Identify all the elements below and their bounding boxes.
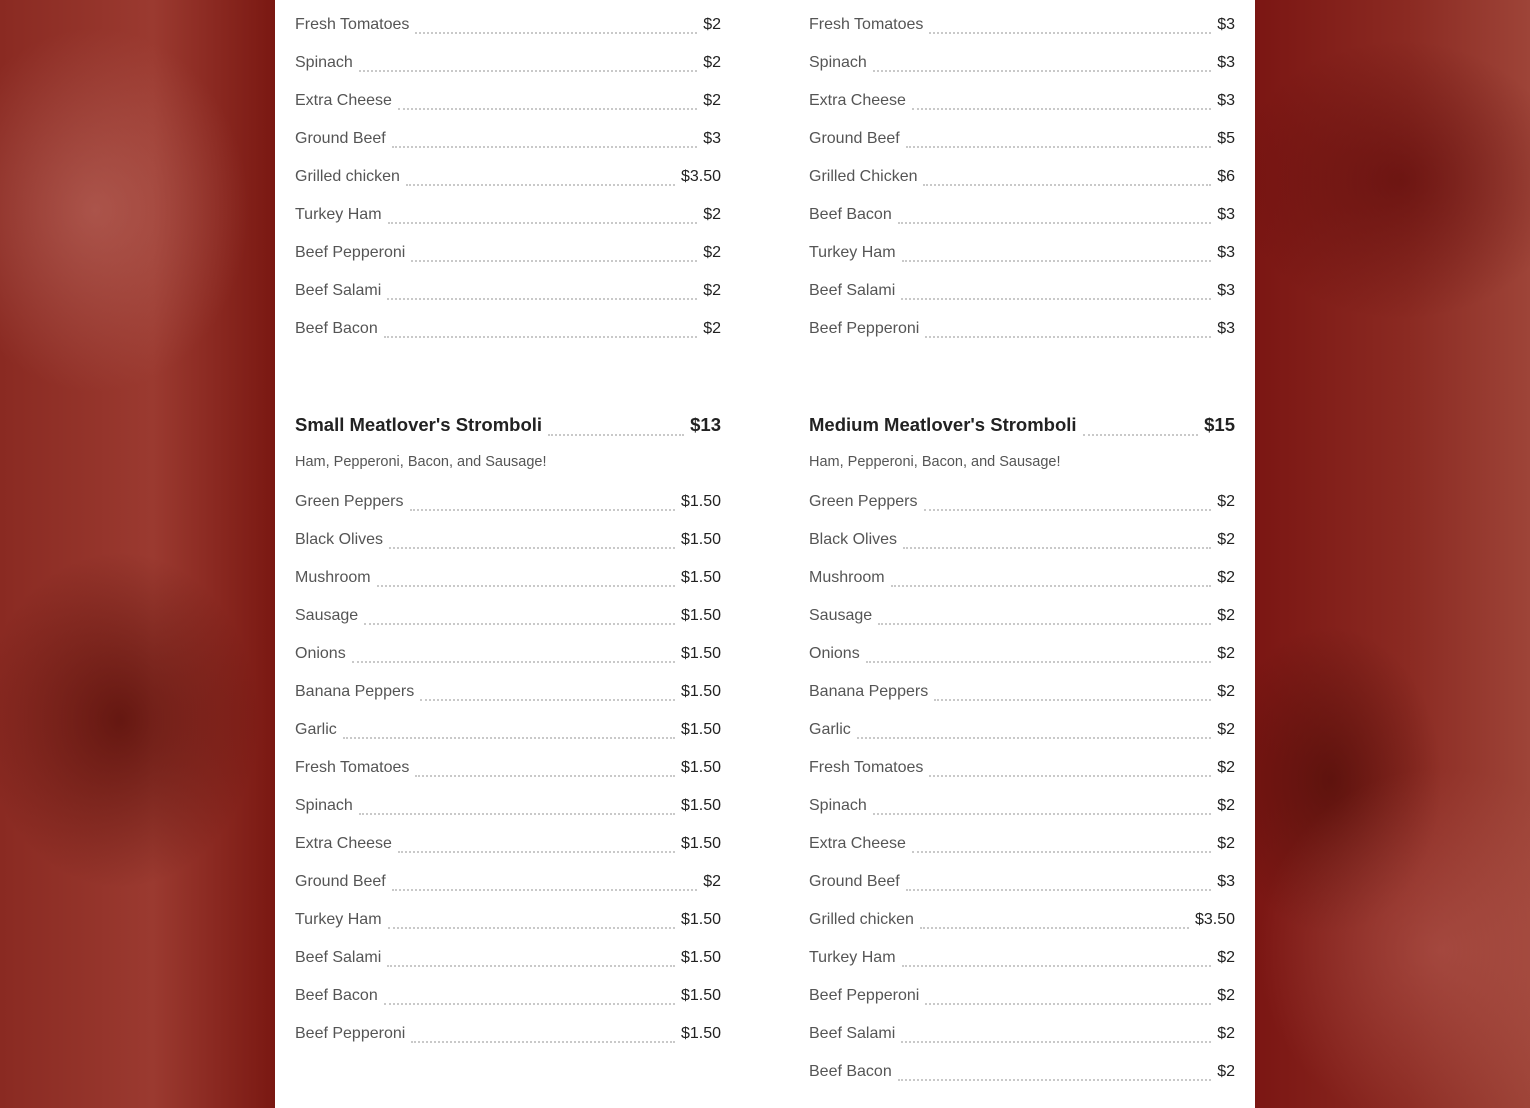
menu-item-price: $1.50 <box>680 1025 721 1042</box>
menu-item-name: Ground Beef <box>809 130 900 147</box>
menu-item-price: $2 <box>1217 949 1235 966</box>
menu-item-name: Beef Bacon <box>295 320 378 337</box>
menu-item-price: $2 <box>703 873 721 890</box>
menu-item-row <box>809 244 1235 266</box>
menu-item-name: Extra Cheese <box>295 835 392 852</box>
menu-item-price: $3 <box>1217 54 1235 71</box>
menu-item-row <box>809 759 1235 781</box>
menu-item-row <box>809 1063 1235 1085</box>
menu-item-row <box>295 206 721 228</box>
menu-item-price: $1.50 <box>680 531 721 548</box>
menu-item-name: Ground Beef <box>295 130 386 147</box>
menu-item-price: $2 <box>703 54 721 71</box>
menu-item-name: Beef Salami <box>295 282 382 299</box>
dot-leader <box>415 31 697 34</box>
dot-leader <box>912 850 1211 853</box>
menu-item-row <box>295 54 721 76</box>
menu-item-row <box>809 911 1235 933</box>
menu-item-row <box>295 645 721 667</box>
menu-item-name: Beef Salami <box>809 282 896 299</box>
menu-item-row <box>295 797 721 819</box>
dot-leader <box>873 812 1211 815</box>
menu-item-name: Beef Bacon <box>809 1063 892 1080</box>
menu-item-price: $3 <box>1217 320 1235 337</box>
menu-item-row <box>295 987 721 1009</box>
menu-item-name: Fresh Tomatoes <box>809 16 924 33</box>
menu-item-row <box>809 797 1235 819</box>
menu-paper <box>275 0 1255 1108</box>
dot-leader <box>364 622 675 625</box>
menu-item-row <box>809 531 1235 553</box>
dot-leader <box>388 926 675 929</box>
dot-leader <box>389 546 675 549</box>
dot-leader <box>925 335 1211 338</box>
menu-item-price: $2 <box>703 244 721 261</box>
menu-item-row <box>295 130 721 152</box>
menu-item-price: $1.50 <box>680 911 721 928</box>
menu-item-price: $2 <box>1217 797 1235 814</box>
menu-item-price: $2 <box>703 206 721 223</box>
dot-leader <box>902 259 1212 262</box>
menu-item-price: $3 <box>703 130 721 147</box>
dot-leader <box>377 584 675 587</box>
small-stromboli-heading <box>295 414 721 440</box>
menu-item-row <box>295 873 721 895</box>
dot-leader <box>387 297 697 300</box>
menu-item-name: Garlic <box>809 721 851 738</box>
menu-item-price: $3 <box>1217 206 1235 223</box>
menu-item-name: Banana Peppers <box>809 683 929 700</box>
menu-item-name: Extra Cheese <box>809 835 906 852</box>
menu-item-name: Extra Cheese <box>809 92 906 109</box>
dot-leader <box>906 145 1211 148</box>
dot-leader <box>411 1040 675 1043</box>
menu-item-row <box>809 168 1235 190</box>
menu-item-price: $1.50 <box>680 607 721 624</box>
dot-leader <box>912 107 1211 110</box>
menu-item-price: $2 <box>1217 493 1235 510</box>
menu-item-price: $6 <box>1217 168 1235 185</box>
menu-item-name: Turkey Ham <box>295 911 382 928</box>
dot-leader <box>901 1040 1211 1043</box>
menu-item-price: $2 <box>703 16 721 33</box>
menu-item-price: $3 <box>1217 92 1235 109</box>
menu-item-name: Beef Salami <box>809 1025 896 1042</box>
dot-leader <box>929 774 1211 777</box>
menu-item-price: $3 <box>1217 244 1235 261</box>
menu-item-row <box>809 130 1235 152</box>
menu-item-row <box>295 721 721 743</box>
dot-leader <box>925 1002 1211 1005</box>
menu-item-price: $2 <box>1217 607 1235 624</box>
dot-leader <box>902 964 1212 967</box>
menu-item-name: Spinach <box>809 797 867 814</box>
menu-item-row <box>295 569 721 591</box>
dot-leader <box>548 433 684 436</box>
menu-item-price: $2 <box>1217 569 1235 586</box>
menu-item-price: $3.50 <box>680 168 721 185</box>
menu-item-name: Beef Pepperoni <box>809 320 920 337</box>
menu-item-name: Green Peppers <box>809 493 918 510</box>
menu-item-name: Beef Salami <box>295 949 382 966</box>
dot-leader <box>923 183 1211 186</box>
dot-leader <box>392 888 697 891</box>
menu-item-price: $2 <box>703 282 721 299</box>
menu-column-top-left <box>295 0 721 350</box>
menu-item-row <box>295 493 721 515</box>
menu-item-row <box>809 206 1235 228</box>
menu-item-row <box>809 54 1235 76</box>
menu-item-name: Spinach <box>809 54 867 71</box>
menu-item-name: Onions <box>295 645 346 662</box>
menu-item-price: $1.50 <box>680 797 721 814</box>
menu-item-name: Beef Pepperoni <box>295 1025 406 1042</box>
dot-leader <box>387 964 675 967</box>
menu-item-name: Black Olives <box>809 531 898 548</box>
menu-item-price: $2 <box>703 320 721 337</box>
menu-item-row <box>295 911 721 933</box>
dot-leader <box>857 736 1211 739</box>
menu-item-row <box>295 759 721 781</box>
menu-item-name: Turkey Ham <box>295 206 382 223</box>
menu-item-name: Black Olives <box>295 531 384 548</box>
menu-item-row <box>809 1025 1235 1047</box>
menu-item-price: $1.50 <box>680 645 721 662</box>
dot-leader <box>352 660 675 663</box>
menu-item-price: $2 <box>1217 987 1235 1004</box>
menu-item-row <box>295 683 721 705</box>
menu-item-name: Fresh Tomatoes <box>295 759 410 776</box>
menu-item-row <box>809 645 1235 667</box>
menu-item-name: Extra Cheese <box>295 92 392 109</box>
menu-item-price: $1.50 <box>680 569 721 586</box>
menu-column-top-right <box>809 0 1235 350</box>
menu-item-row <box>295 16 721 38</box>
menu-item-price: $2 <box>703 92 721 109</box>
menu-item-price: $2 <box>1217 531 1235 548</box>
menu-item-price: $1.50 <box>680 683 721 700</box>
menu-item-row <box>295 92 721 114</box>
dot-leader <box>906 888 1211 891</box>
menu-item-price: $2 <box>1217 1063 1235 1080</box>
clipped-section-heading <box>295 0 721 5</box>
dot-leader <box>420 698 675 701</box>
menu-item-name: Spinach <box>295 54 353 71</box>
menu-item-row <box>295 835 721 857</box>
menu-item-row <box>809 873 1235 895</box>
menu-item-price: $1.50 <box>680 493 721 510</box>
menu-item-name: Fresh Tomatoes <box>295 16 410 33</box>
menu-item-name: Mushroom <box>295 569 371 586</box>
medium-stromboli-heading <box>809 414 1235 440</box>
small-stromboli-description: Ham, Pepperoni, Bacon, and Sausage! <box>295 454 547 470</box>
menu-item-row <box>809 949 1235 971</box>
menu-item-name: Turkey Ham <box>809 949 896 966</box>
menu-item-row <box>809 92 1235 114</box>
menu-item-name: Grilled Chicken <box>809 168 918 185</box>
dot-leader <box>359 69 697 72</box>
menu-item-name: Green Peppers <box>295 493 404 510</box>
dot-leader <box>410 508 675 511</box>
dot-leader <box>898 1078 1211 1081</box>
menu-item-price: $2 <box>1217 683 1235 700</box>
menu-item-price: $1.50 <box>680 835 721 852</box>
menu-item-name: Ground Beef <box>809 873 900 890</box>
dot-leader <box>398 850 675 853</box>
dot-leader <box>866 660 1212 663</box>
dot-leader <box>929 31 1211 34</box>
menu-item-name: Sausage <box>295 607 359 624</box>
menu-item-name: Beef Bacon <box>295 987 378 1004</box>
menu-item-row <box>295 531 721 553</box>
medium-stromboli-price: $15 <box>1204 414 1235 435</box>
dot-leader <box>903 546 1211 549</box>
menu-item-name: Fresh Tomatoes <box>809 759 924 776</box>
menu-item-name: Beef Pepperoni <box>809 987 920 1004</box>
menu-item-name: Turkey Ham <box>809 244 896 261</box>
dot-leader <box>398 107 697 110</box>
dot-leader <box>384 335 697 338</box>
menu-item-row <box>809 683 1235 705</box>
menu-item-name: Grilled chicken <box>295 168 400 185</box>
menu-item-name: Grilled chicken <box>809 911 914 928</box>
menu-item-price: $2 <box>1217 759 1235 776</box>
dot-leader <box>384 1002 675 1005</box>
menu-item-name: Mushroom <box>809 569 885 586</box>
dot-leader <box>392 145 697 148</box>
dot-leader <box>873 69 1211 72</box>
menu-item-price: $2 <box>1217 645 1235 662</box>
small-stromboli-price: $13 <box>690 414 721 435</box>
menu-item-price: $1.50 <box>680 949 721 966</box>
menu-item-price: $3 <box>1217 16 1235 33</box>
dot-leader <box>411 259 697 262</box>
menu-item-name: Beef Bacon <box>809 206 892 223</box>
dot-leader <box>898 221 1211 224</box>
dot-leader <box>901 297 1211 300</box>
menu-item-row <box>809 569 1235 591</box>
dot-leader <box>891 584 1212 587</box>
menu-item-name: Garlic <box>295 721 337 738</box>
menu-item-price: $2 <box>1217 1025 1235 1042</box>
menu-item-row <box>295 282 721 304</box>
menu-item-name: Spinach <box>295 797 353 814</box>
menu-item-price: $2 <box>1217 721 1235 738</box>
menu-item-row <box>809 320 1235 342</box>
menu-item-row <box>809 835 1235 857</box>
menu-item-row <box>809 282 1235 304</box>
menu-item-name: Beef Pepperoni <box>295 244 406 261</box>
menu-item-row <box>295 949 721 971</box>
menu-item-row <box>809 16 1235 38</box>
menu-item-row <box>809 607 1235 629</box>
dot-leader <box>359 812 675 815</box>
dot-leader <box>878 622 1211 625</box>
menu-item-row <box>295 607 721 629</box>
menu-item-price: $1.50 <box>680 759 721 776</box>
dot-leader <box>388 221 698 224</box>
menu-item-row <box>295 320 721 342</box>
menu-item-row <box>295 168 721 190</box>
menu-item-price: $5 <box>1217 130 1235 147</box>
menu-item-row <box>295 244 721 266</box>
menu-item-price: $3 <box>1217 282 1235 299</box>
menu-item-price: $3.50 <box>1194 911 1235 928</box>
menu-item-name: Sausage <box>809 607 873 624</box>
menu-item-row <box>295 1025 721 1047</box>
menu-item-name: Onions <box>809 645 860 662</box>
dot-leader <box>406 183 675 186</box>
dot-leader <box>1083 433 1199 436</box>
dot-leader <box>920 926 1189 929</box>
medium-stromboli-title: Medium Meatlover's Stromboli <box>809 414 1077 435</box>
dot-leader <box>934 698 1211 701</box>
menu-item-price: $1.50 <box>680 721 721 738</box>
menu-item-row <box>809 721 1235 743</box>
menu-item-name: Ground Beef <box>295 873 386 890</box>
menu-item-row <box>809 493 1235 515</box>
dot-leader <box>343 736 675 739</box>
menu-item-name: Banana Peppers <box>295 683 415 700</box>
menu-item-row <box>809 987 1235 1009</box>
menu-item-price: $2 <box>1217 835 1235 852</box>
medium-stromboli-description: Ham, Pepperoni, Bacon, and Sausage! <box>809 454 1061 470</box>
menu-item-price: $3 <box>1217 873 1235 890</box>
dot-leader <box>924 508 1212 511</box>
dot-leader <box>415 774 675 777</box>
menu-item-price: $1.50 <box>680 987 721 1004</box>
small-stromboli-title: Small Meatlover's Stromboli <box>295 414 543 435</box>
